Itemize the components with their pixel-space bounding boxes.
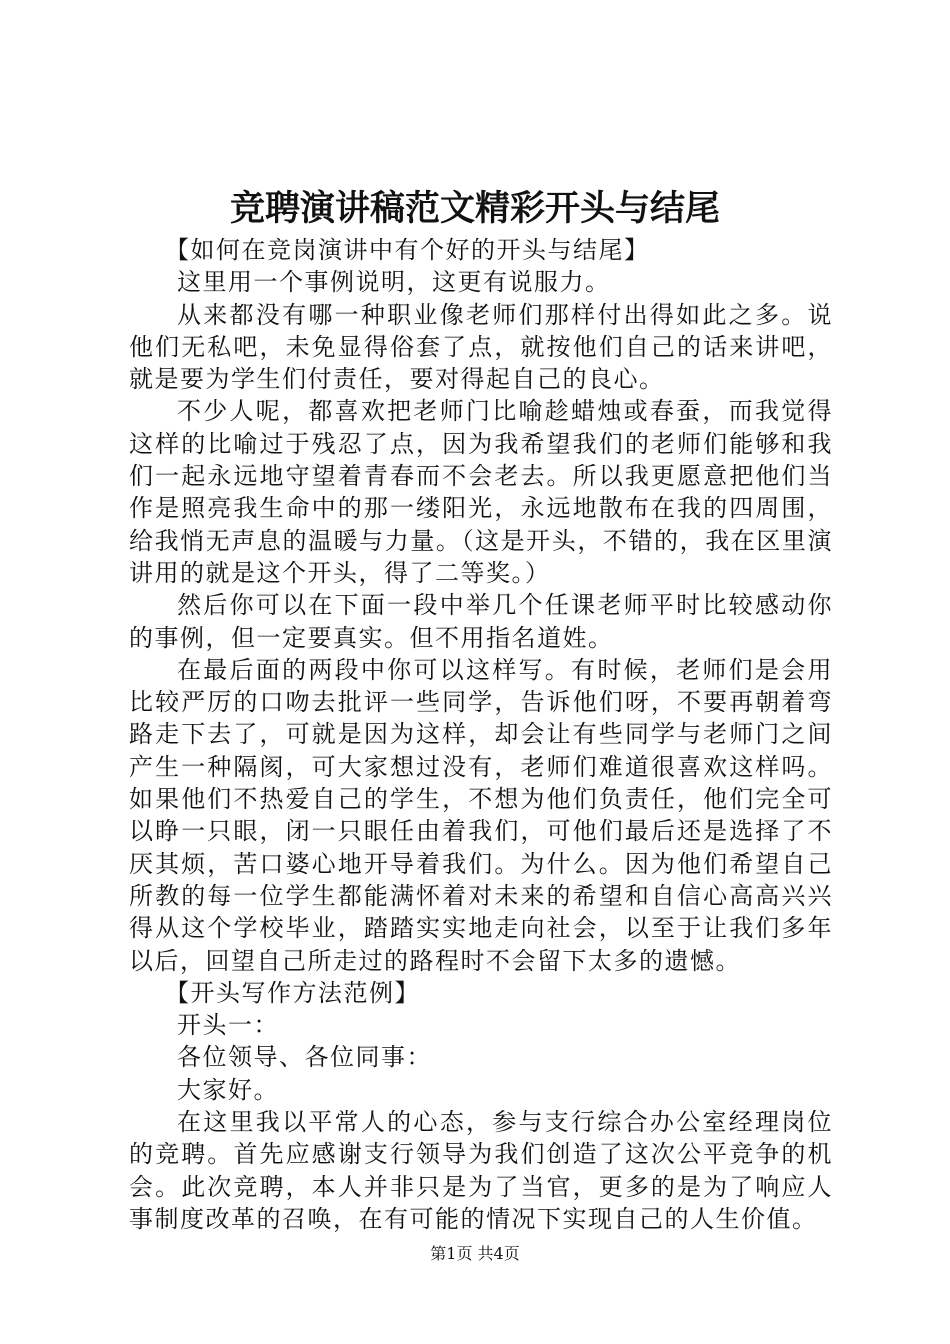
paragraph: 然后你可以在下面一段中举几个任课老师平时比较感动你的事例，但一定要真实。但不用指名道姓。 [129, 591, 833, 652]
paragraph: 在最后面的两段中你可以这样写。有时候，老师们是会用比较严厉的口吻去批评一些同学，告诉他们呀，不要再朝着弯路走下去了，可就是因为这样，却会让有些同学与老师门之间产生一种隔阂，可大家想过没有，老师们难道很喜欢这样吗。如果他们不热爱自己的学生，不想为他们负责任，他们完全可以睁一只眼，闭一只眼任由着我们，可他们最后还是选择了不厌其烦，苦口婆心地开导着我们。为什么。因为他们希望自己所教的每一位学生都能满怀着对未来的希望和自信心高高兴兴得从这个学校毕业，踏踏实实地走向社会，以至于让我们多年以后，回望自己所走过的路程时不会留下太多的遗憾。 [129, 655, 833, 975]
paragraph: 这里用一个事例说明，这更有说服力。 [177, 268, 611, 297]
section-heading-opening-ending: 【如何在竞岗演讲中有个好的开头与结尾】 [165, 236, 650, 264]
document-body [129, 234, 833, 1235]
paragraph: 从来都没有哪一种职业像老师们那样付出得如此之多。说他们无私吧，未免显得俗套了点，就按他们自己的话来讲吧，就是要为学生们付责任，要对得起自己的良心。 [129, 300, 833, 394]
document-title: 竞聘演讲稿范文精彩开头与结尾 [229, 188, 720, 229]
paragraph: 开头一： [177, 1011, 279, 1040]
page-footer: 第1页 共4页 [430, 1244, 520, 1263]
section-heading-opening-examples: 【开头写作方法范例】 [165, 978, 420, 1007]
paragraph: 各位领导、各位同事： [177, 1043, 432, 1072]
paragraph: 在这里我以平常人的心态，参与支行综合办公室经理岗位的竞聘。首先应感谢支行领导为我们创造了这次公平竞争的机会。此次竞聘，本人并非只是为了当官，更多的是为了响应人事制度改革的召唤，在有可能的情况下实现自己的人生价值。 [129, 1108, 833, 1233]
paragraph: 大家好。 [177, 1075, 279, 1104]
paragraph: 不少人呢，都喜欢把老师门比喻趁蜡烛或春蚕，而我觉得这样的比喻过于残忍了点，因为我希望我们的老师们能够和我们一起永远地守望着青春而不会老去。所以我更愿意把他们当作是照亮我生命中的那一缕阳光，永远地散布在我的四周围，给我悄无声息的温暖与力量。（这是开头，不错的，我在区里演讲用的就是这个开头，得了二等奖。） [129, 397, 833, 587]
